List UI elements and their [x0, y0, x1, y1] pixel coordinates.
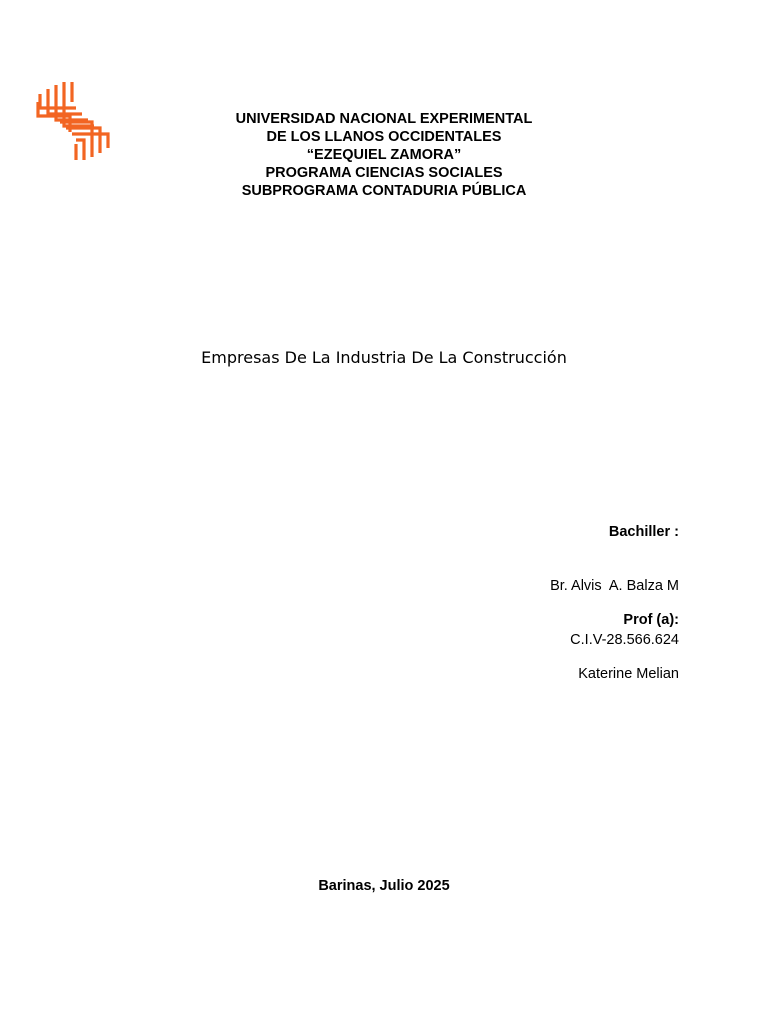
- student-label: Bachiller :: [608, 524, 679, 540]
- professor-name: Katerine Melian: [578, 666, 679, 682]
- student-name: Br. Alvis A. Balza M: [550, 578, 679, 594]
- student-id: C.I.V-28.566.624: [570, 632, 679, 648]
- place-date: Barinas, Julio 2025: [318, 878, 450, 894]
- header-line-region: DE LOS LLANOS OCCIDENTALES: [266, 129, 502, 145]
- header-line-university: UNIVERSIDAD NACIONAL EXPERIMENTAL: [235, 111, 533, 127]
- professor-block: [578, 575, 679, 701]
- institution-header: [0, 110, 768, 200]
- header-line-program: PROGRAMA CIENCIAS SOCIALES: [265, 165, 503, 181]
- header-line-subprogram: SUBPROGRAMA CONTADURIA PÚBLICA: [241, 183, 527, 199]
- professor-label: Prof (a):: [623, 612, 679, 628]
- header-line-name: “EZEQUIEL ZAMORA”: [306, 147, 462, 163]
- document-title: Empresas De La Industria De La Construcción: [201, 348, 567, 367]
